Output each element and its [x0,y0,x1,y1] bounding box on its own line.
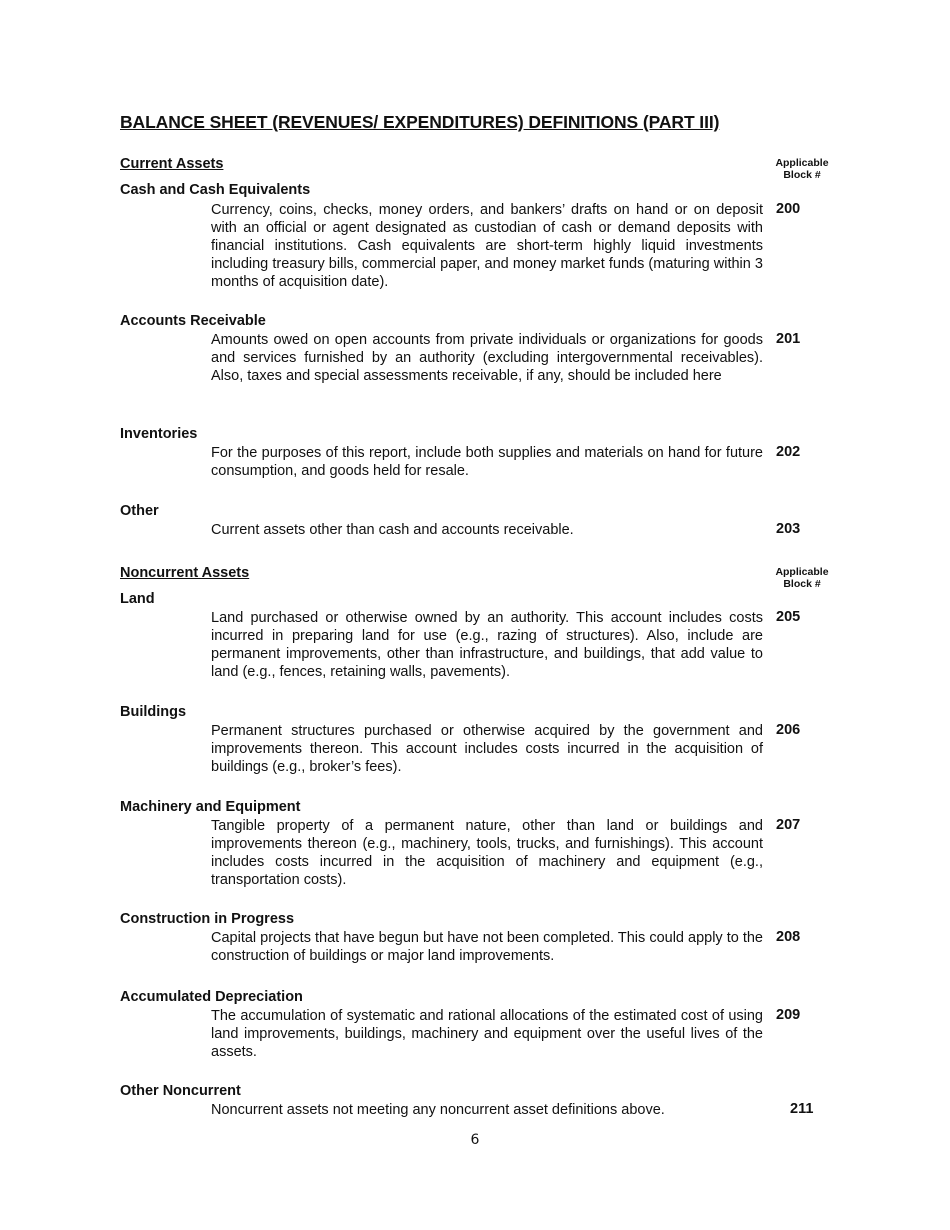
entry-description-machinery: Tangible property of a permanent nature, other than land or buildings and improvements thereon (e.g., machinery, tools, trucks, and furnishings). This account includes costs incurred in the acquisition of machinery and equipment (e.g., transportation costs). [211,818,763,888]
page-number: 6 [470,1132,480,1148]
column-heading-line2: Block # [783,578,821,590]
entry-title-depreciation: Accumulated Depreciation [120,989,303,1005]
entry-block-depreciation: 209 [776,1007,801,1023]
entry-description-buildings: Permanent structures purchased or otherwise acquired by the government and improvements thereon. This account includes costs incurred in the acquisition of buildings (e.g., broker’s fees). [211,723,763,775]
column-heading-line1: Applicable [775,566,829,578]
entry-block-other-noncurrent: 211 [790,1101,814,1117]
entry-description-other-noncurrent: Noncurrent assets not meeting any noncurrent asset definitions above. [211,1102,665,1118]
current-assets-block-column-heading [760,157,844,181]
entry-description-land: Land purchased or otherwise owned by an authority. This account includes costs incurred in preparing land for use (e.g., razing of structures). Also, include are permanent improvements, other than infrastructure, and buildings, that add value to land (e.g., fences, retaining walls, pavements). [211,610,763,680]
page-title: BALANCE SHEET (REVENUES/ EXPENDITURES) DEFINITIONS (PART III) [120,112,720,132]
entry-title-other: Other [120,503,159,519]
entry-title-cash: Cash and Cash Equivalents [120,182,311,198]
entry-description-other: Current assets other than cash and accounts receivable. [211,522,574,538]
column-heading-line1: Applicable [775,157,829,169]
entry-title-other-noncurrent: Other Noncurrent [120,1083,241,1099]
entry-block-machinery: 207 [776,817,801,833]
entry-block-buildings: 206 [776,722,801,738]
entry-description-accounts-receivable: Amounts owed on open accounts from private individuals or organizations for goods and services furnished by an authority (excluding intergovernmental receivables). Also, taxes and special assessments receivable, if any, should be included here [211,332,763,384]
entry-description-depreciation: The accumulation of systematic and rational allocations of the estimated cost of using land improvements, buildings, machinery and equipment over the useful lives of the assets. [211,1008,763,1060]
entry-block-accounts-receivable: 201 [776,331,801,347]
entry-description-cash: Currency, coins, checks, money orders, and bankers’ drafts on hand or on deposit with an official or agent designated as custodian of cash or demand deposits with financial institutions. Cash equivalents are short-term highly liquid investments including treasury bills, commercial paper, and money market funds (maturing within 3 months of acquisition date). [211,202,763,290]
entry-block-construction: 208 [776,929,801,945]
entry-title-machinery: Machinery and Equipment [120,799,301,815]
column-heading-line2: Block # [783,169,821,181]
entry-title-accounts-receivable: Accounts Receivable [120,313,266,329]
entry-description-construction: Capital projects that have begun but have not been completed. This could apply to the construction of buildings or major land improvements. [211,930,763,964]
noncurrent-assets-block-column-heading [760,566,844,590]
noncurrent-assets-heading: Noncurrent Assets [120,565,250,581]
entry-title-land: Land [120,591,155,607]
entry-description-inventories: For the purposes of this report, include both supplies and materials on hand for future consumption, and goods held for resale. [211,445,763,479]
entry-title-buildings: Buildings [120,704,187,720]
entry-title-inventories: Inventories [120,426,198,442]
entry-block-land: 205 [776,609,801,625]
current-assets-heading: Current Assets [120,156,224,172]
entry-block-cash: 200 [776,201,801,217]
entry-title-construction: Construction in Progress [120,911,295,927]
entry-block-other: 203 [776,521,801,537]
entry-block-inventories: 202 [776,444,801,460]
